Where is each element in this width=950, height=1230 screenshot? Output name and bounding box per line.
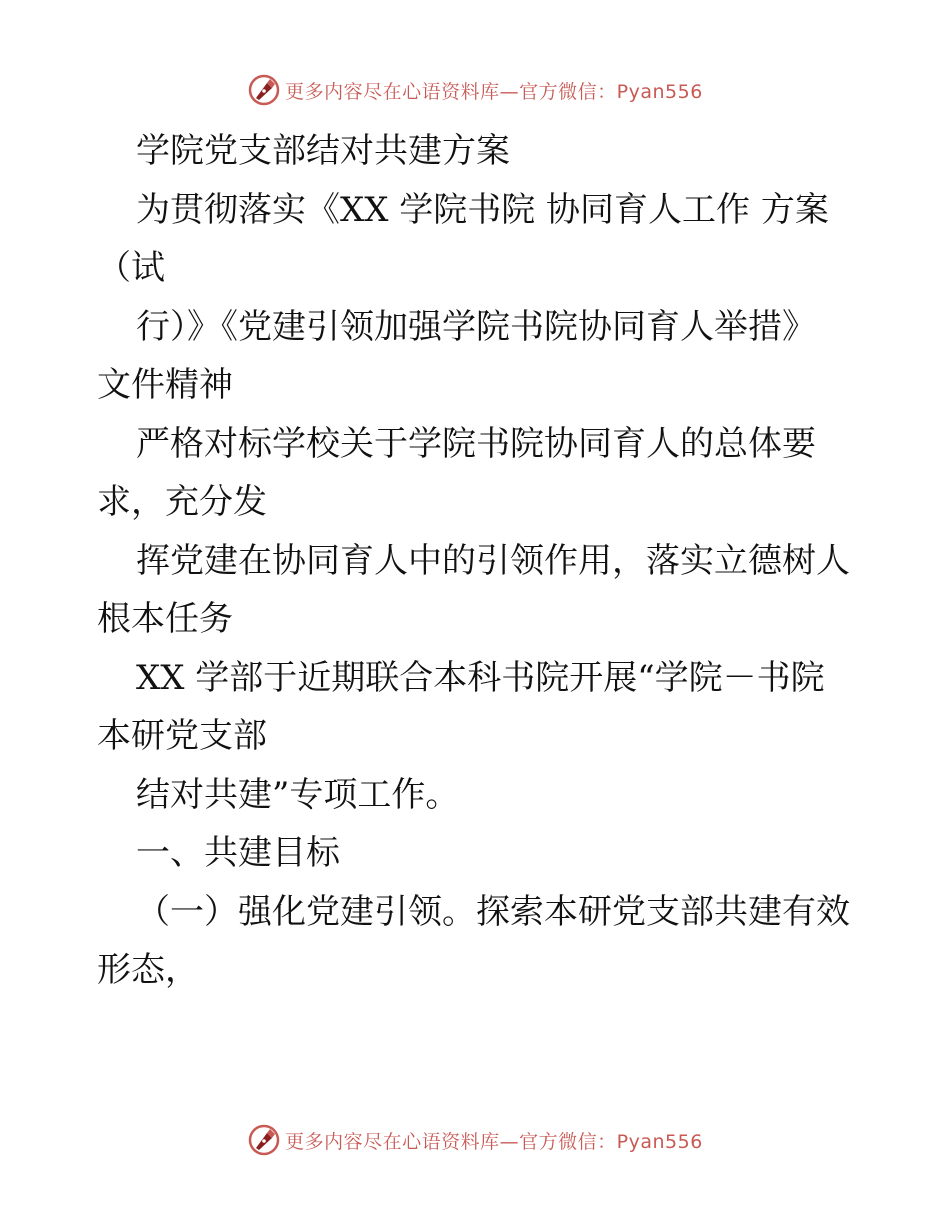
document-line: （一）强化党建引领。探索本研党支部共建有效 (136, 891, 850, 932)
pen-nib-logo-icon (247, 1123, 281, 1157)
document-line: 本研党支部 (97, 716, 267, 756)
document-line: （试 (97, 248, 165, 288)
document-line: 严格对标学校关于学院书院协同育人的总体要 (136, 423, 816, 464)
footer-watermark-text: 更多内容尽在心语资料库—官方微信：Pyan556 (285, 1130, 703, 1153)
document-line: 为贯彻落实《XX 学院书院 协同育人工作 方案 (136, 189, 829, 230)
document-body (97, 122, 857, 1000)
document-line: 文件精神 (97, 365, 233, 405)
document-line: 挥党建在协同育人中的引领作用，落实立德树人 (136, 540, 850, 581)
document-line: 求，充分发 (97, 482, 267, 522)
document-line: XX 学部于近期联合本科书院开展“学院－书院 (136, 657, 825, 698)
document-line: 形态， (97, 950, 199, 990)
header-watermark-text: 更多内容尽在心语资料库—官方微信：Pyan556 (285, 80, 703, 103)
document-line: 行）》《党建引领加强学院书院协同育人举措》 (136, 306, 816, 347)
document-line: 根本任务 (97, 599, 233, 639)
footer-watermark (0, 1122, 950, 1158)
pen-nib-logo-icon (247, 73, 281, 107)
header-watermark (0, 72, 950, 108)
document-line: 结对共建”专项工作。 (136, 774, 460, 815)
document-line: 一、共建目标 (136, 833, 340, 873)
document-line: 学院党支部结对共建方案 (136, 131, 510, 171)
